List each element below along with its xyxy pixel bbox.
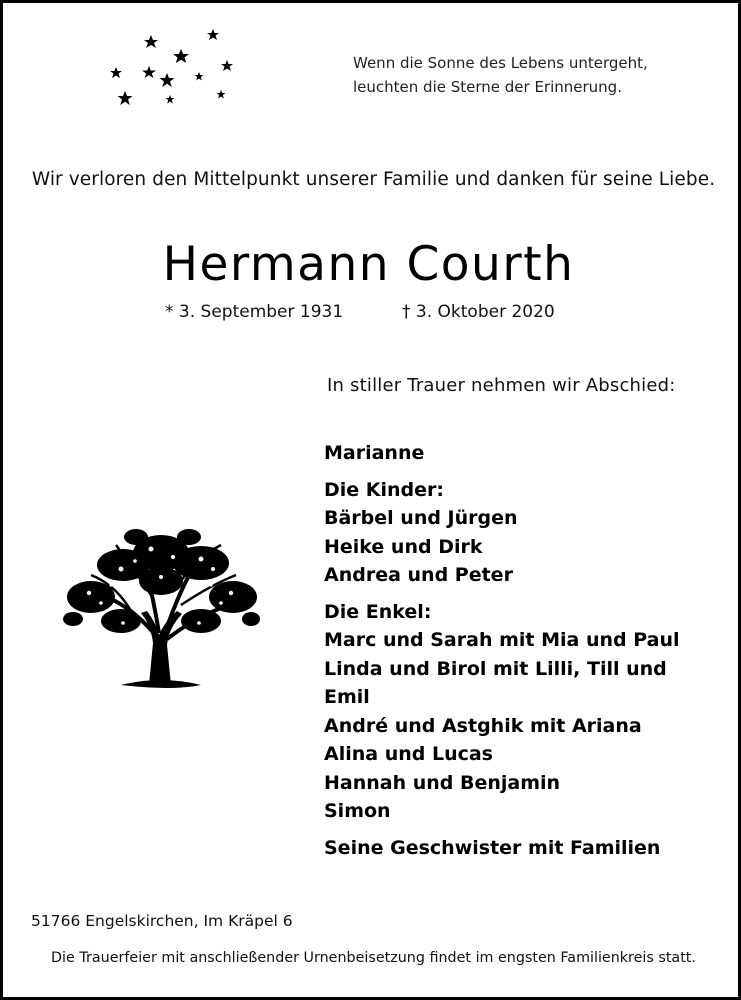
siblings-group xyxy=(324,834,734,863)
list-item: Simon xyxy=(324,800,391,822)
list-item: Marc und Sarah mit Mia und Paul xyxy=(324,629,680,651)
spouse-name: Marianne xyxy=(324,442,425,464)
list-item: Andrea und Peter xyxy=(324,564,513,586)
list-item: Hannah und Benjamin xyxy=(324,771,561,794)
list-item: Heike und Dirk xyxy=(324,535,483,558)
memorial-quote xyxy=(353,51,713,99)
intro-text: Wir verloren den Mittelpunkt unserer Familie und danken für seine Liebe. xyxy=(31,169,716,190)
list-item: Linda und Birol mit Lilli, Till und xyxy=(324,657,667,680)
quote-line-2: leuchten die Sterne der Erinnerung. xyxy=(353,78,622,96)
quote-line-1: Wenn die Sonne des Lebens untergeht, xyxy=(353,54,648,72)
list-item: Emil xyxy=(324,686,370,708)
address: 51766 Engelskirchen, Im Kräpel 6 xyxy=(31,912,293,930)
list-item: Alina und Lucas xyxy=(324,743,493,765)
children-group xyxy=(324,476,734,590)
spouse-group xyxy=(324,439,734,468)
tree-icon xyxy=(61,525,261,697)
siblings-line: Seine Geschwister mit Familien xyxy=(324,836,661,859)
list-item: Bärbel und Jürgen xyxy=(324,507,518,529)
stars-icon xyxy=(103,25,243,115)
funeral-note: Die Trauerfeier mit anschließender Urnenbeisetzung findet im engsten Familienkreis statt. xyxy=(51,950,696,966)
birth-date: * 3. September 1931 xyxy=(165,302,344,322)
deceased-name: Hermann Courth xyxy=(162,237,575,292)
grandchildren-group xyxy=(324,598,734,826)
list-item: André und Astghik mit Ariana xyxy=(324,714,642,737)
mourners-list xyxy=(324,439,734,870)
grandchildren-heading: Die Enkel: xyxy=(324,600,432,623)
children-heading: Die Kinder: xyxy=(324,478,445,501)
farewell-text: In stiller Trauer nehmen wir Abschied: xyxy=(327,375,676,396)
death-date: † 3. Oktober 2020 xyxy=(402,302,555,322)
